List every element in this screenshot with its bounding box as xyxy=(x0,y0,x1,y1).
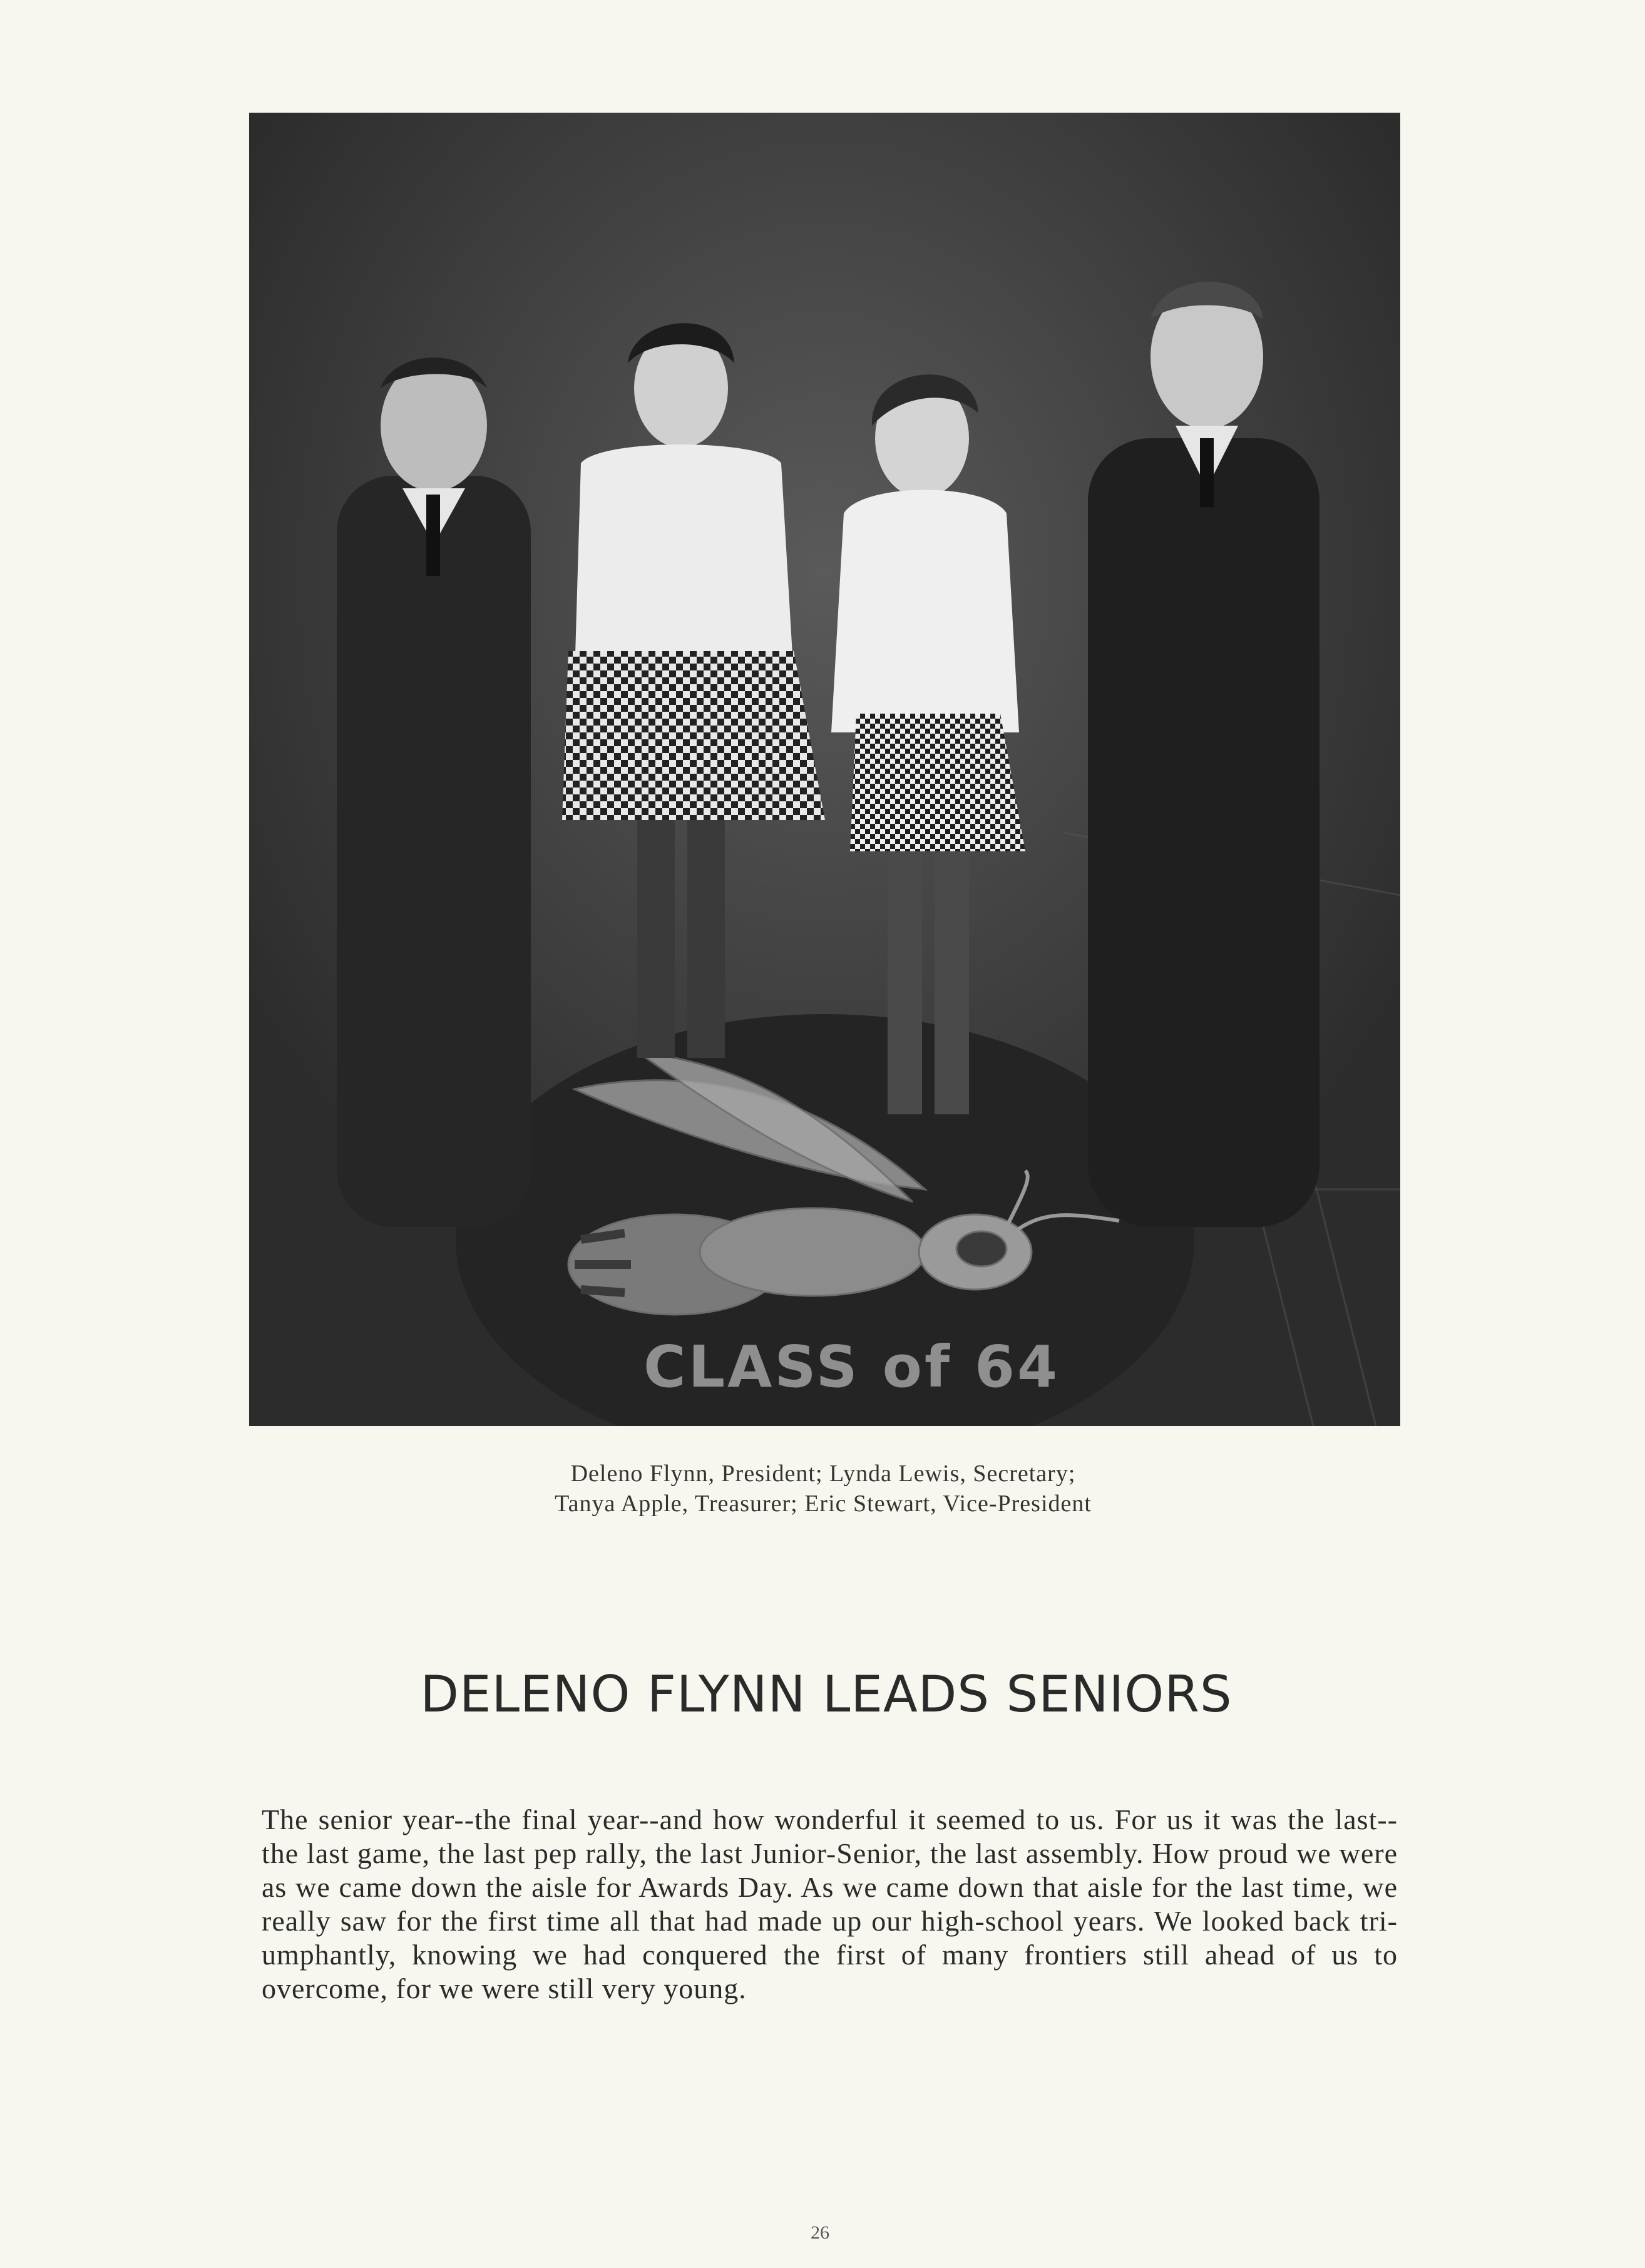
caption-line-2: Tanya Apple, Treasurer; Eric Stewart, Vice-President xyxy=(555,1491,1092,1517)
article-body: The senior year--the final year--and how wonderful it seemed to us. For us it was the last--the last game, the last pep rally, the last Junior-Senior, the last assembly. How proud we were as we came down the aisle for Awards Day. As we came down that aisle for the last time, we really saw for the first time all that had made up our high-school years. We looked back tri-umphantly, knowing we had conquered the first of many frontiers still ahead of us to overcome, for we were still very young. xyxy=(262,1804,1398,2004)
person-deleno xyxy=(337,357,531,1227)
photo-illustration xyxy=(249,113,1400,1426)
page-number: 26 xyxy=(811,2222,829,2243)
article-headline: DELENO FLYNN LEADS SENIORS xyxy=(420,1665,1232,1723)
floor-class-text: CLASS of 64 xyxy=(643,1333,1060,1400)
photo-caption xyxy=(376,1459,1271,1519)
caption-line-1: Deleno Flynn, President; Lynda Lewis, Secretary; xyxy=(570,1460,1076,1487)
class-officers-photo xyxy=(249,113,1400,1426)
